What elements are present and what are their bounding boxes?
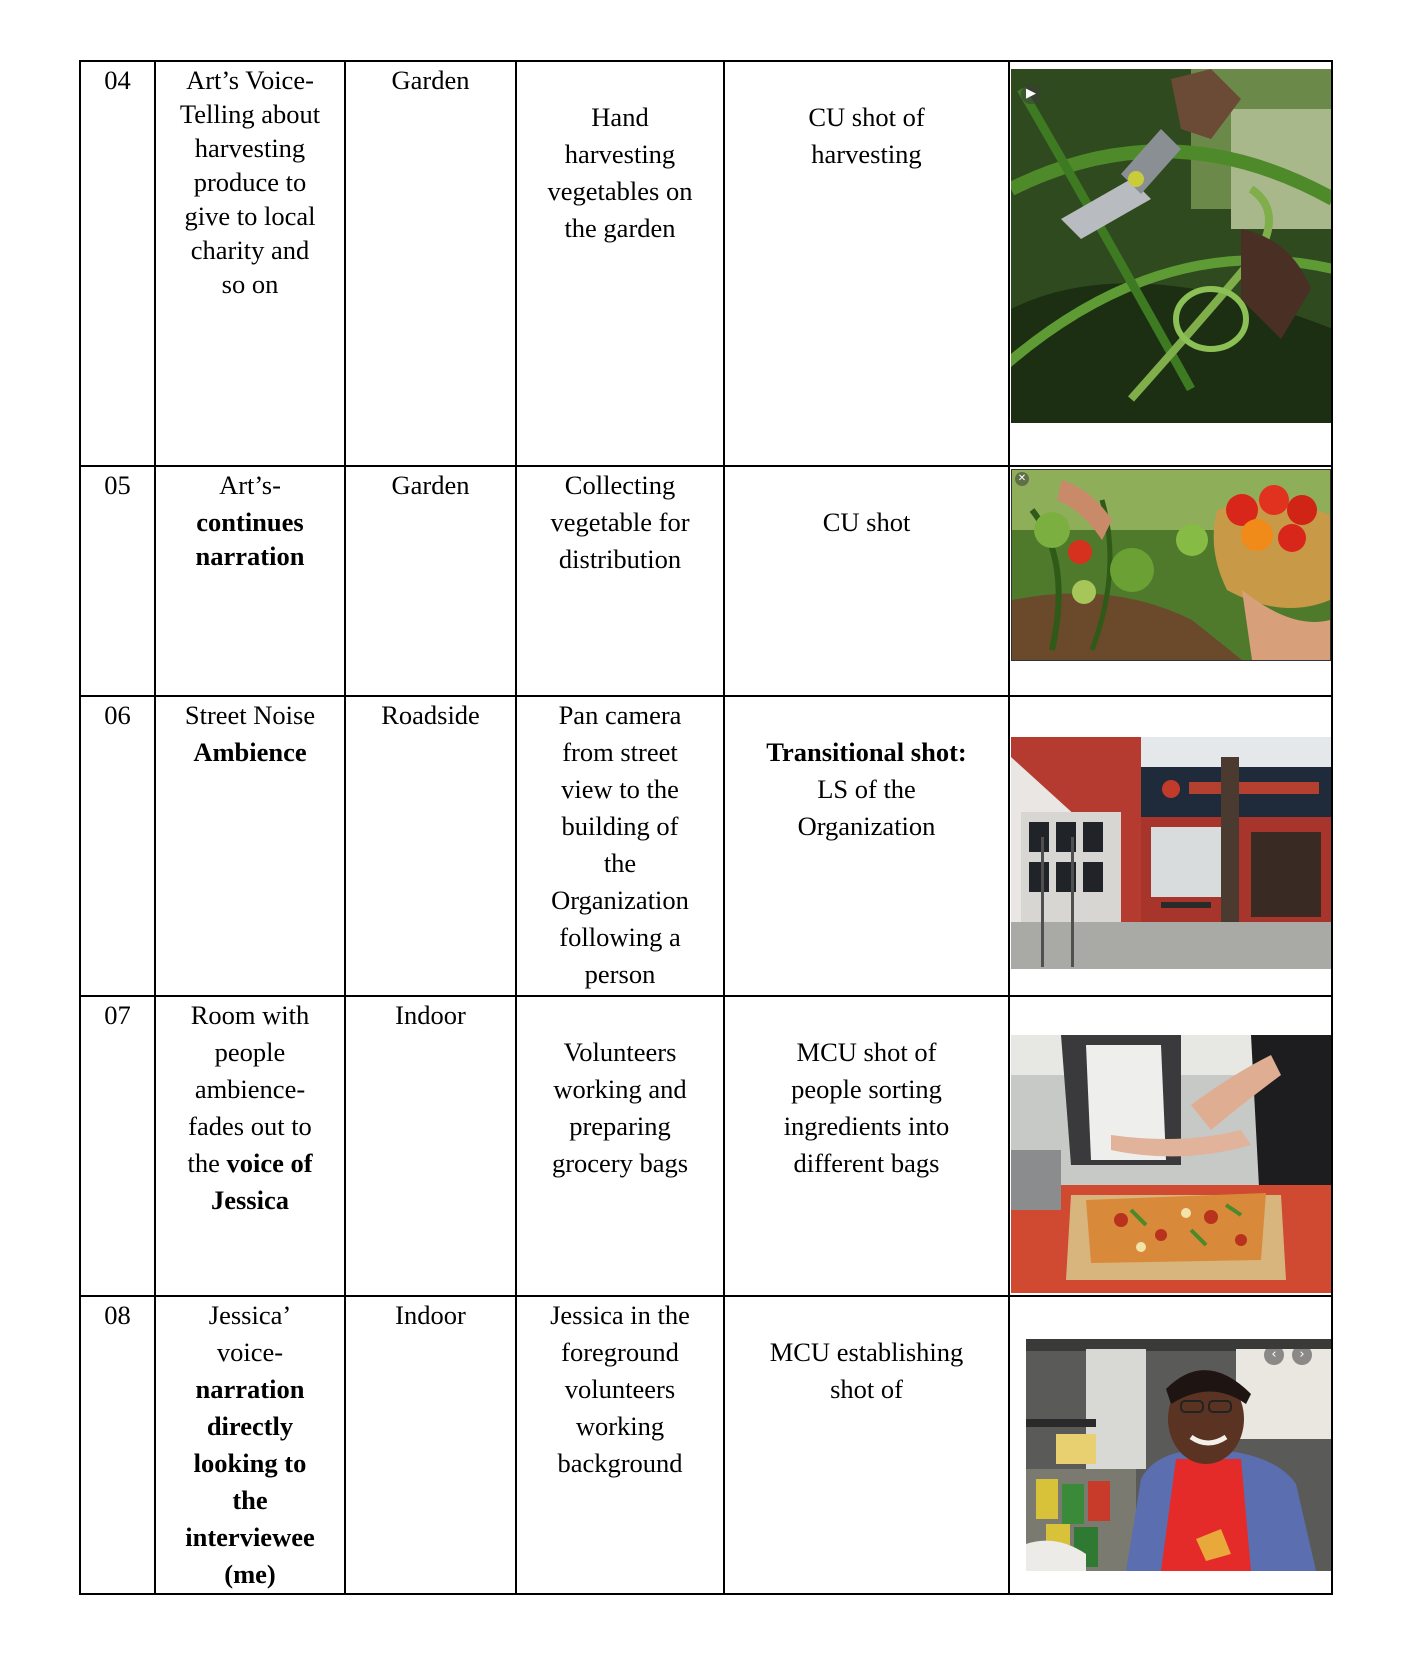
audio-line: Art’s Voice- bbox=[186, 65, 314, 95]
audio-cell bbox=[155, 696, 345, 996]
audio-line-bold: continues bbox=[196, 507, 304, 537]
audio-line: give to local bbox=[184, 201, 316, 231]
description-cell bbox=[516, 1296, 724, 1594]
chevron-left-icon[interactable]: ‹ bbox=[1264, 1345, 1284, 1365]
location-cell: Garden bbox=[345, 61, 516, 466]
chevron-right-icon[interactable]: › bbox=[1292, 1345, 1312, 1365]
audio-line: people bbox=[214, 1037, 286, 1067]
shot-cell bbox=[724, 61, 1009, 466]
audio-line-mixed bbox=[162, 1145, 338, 1182]
location-cell: Garden bbox=[345, 466, 516, 696]
audio-line: Jessica’ bbox=[208, 1300, 292, 1330]
table-row bbox=[80, 696, 1332, 996]
audio-line: fades out to bbox=[188, 1111, 312, 1141]
shot-line: harvesting bbox=[811, 139, 922, 169]
shot-cell bbox=[724, 1296, 1009, 1594]
storefront-building-photo bbox=[1011, 737, 1332, 969]
description-line: volunteers bbox=[564, 1374, 676, 1404]
description-line: the bbox=[603, 848, 637, 878]
audio-line: produce to bbox=[193, 167, 307, 197]
description-line: grocery bags bbox=[551, 1148, 689, 1178]
location-cell: Indoor bbox=[345, 996, 516, 1296]
audio-line-bold: Ambience bbox=[193, 737, 307, 767]
table-row bbox=[80, 61, 1332, 466]
description-line: harvesting bbox=[564, 139, 676, 169]
scene-number: 05 bbox=[80, 466, 155, 696]
description-line: background bbox=[557, 1448, 683, 1478]
audio-line: Room with bbox=[190, 1000, 310, 1030]
play-icon[interactable]: ▶ bbox=[1021, 84, 1041, 104]
audio-line-bold: the bbox=[232, 1485, 268, 1515]
shot-line: Organization bbox=[797, 811, 936, 841]
table-row bbox=[80, 466, 1332, 696]
description-line: Pan camera bbox=[558, 700, 682, 730]
description-line: foreground bbox=[561, 1337, 679, 1367]
shot-line: ingredients into bbox=[783, 1111, 950, 1141]
scene-number: 04 bbox=[80, 61, 155, 466]
table-row bbox=[80, 996, 1332, 1296]
location-cell: Roadside bbox=[345, 696, 516, 996]
description-line: vegetable for bbox=[550, 507, 690, 537]
audio-line-bold: Jessica bbox=[210, 1185, 289, 1215]
audio-cell bbox=[155, 996, 345, 1296]
audio-line-bold: (me) bbox=[224, 1559, 276, 1589]
table-row bbox=[80, 1296, 1332, 1594]
image-cell bbox=[1009, 996, 1332, 1296]
shot-line: MCU shot of bbox=[796, 1037, 937, 1067]
description-line: vegetables on bbox=[547, 176, 693, 206]
audio-line: voice- bbox=[216, 1337, 284, 1367]
audio-line: Telling about bbox=[179, 99, 321, 129]
shot-cell bbox=[724, 696, 1009, 996]
smiling-woman-red-apron-photo bbox=[1026, 1339, 1332, 1571]
description-line: building of bbox=[561, 811, 679, 841]
shot-cell bbox=[724, 996, 1009, 1296]
shot-line: people sorting bbox=[791, 1074, 942, 1104]
shot-line-bold: Transitional shot: bbox=[766, 737, 967, 767]
shot-line: CU shot bbox=[822, 507, 911, 537]
audio-line: Art’s- bbox=[219, 470, 281, 500]
description-line: working and bbox=[553, 1074, 687, 1104]
description-line: the garden bbox=[564, 213, 676, 243]
audio-line: harvesting bbox=[194, 133, 306, 163]
image-cell bbox=[1009, 696, 1332, 996]
shot-cell bbox=[724, 466, 1009, 696]
image-cell bbox=[1009, 61, 1332, 466]
audio-line-bold: looking to bbox=[193, 1448, 307, 1478]
shot-line: shot of bbox=[830, 1374, 903, 1404]
audio-line-bold: interviewee bbox=[185, 1522, 315, 1552]
description-line: person bbox=[584, 959, 656, 989]
image-cell bbox=[1009, 1296, 1332, 1594]
hands-picking-tomatoes-photo bbox=[1011, 469, 1331, 661]
scene-number: 06 bbox=[80, 696, 155, 996]
audio-line: charity and bbox=[190, 235, 310, 265]
audio-line: Street Noise bbox=[184, 700, 316, 730]
description-cell bbox=[516, 61, 724, 466]
audio-line-bold: narration bbox=[195, 541, 305, 571]
audio-line: ambience- bbox=[194, 1074, 306, 1104]
description-line: preparing bbox=[569, 1111, 671, 1141]
description-line: working bbox=[575, 1411, 665, 1441]
audio-cell bbox=[155, 61, 345, 466]
shot-list-table bbox=[79, 60, 1333, 1595]
audio-line-bold: narration bbox=[195, 1374, 305, 1404]
description-line: Hand bbox=[591, 102, 649, 132]
shot-line: CU shot of bbox=[808, 102, 925, 132]
shot-line: different bags bbox=[793, 1148, 940, 1178]
description-line: distribution bbox=[558, 544, 682, 574]
description-line: Organization bbox=[551, 885, 689, 915]
hands-harvesting-garlic-scapes-photo bbox=[1011, 69, 1332, 423]
description-line: view to the bbox=[561, 774, 679, 804]
audio-line-bold: directly bbox=[206, 1411, 294, 1441]
image-cell bbox=[1009, 466, 1332, 696]
scene-number: 08 bbox=[80, 1296, 155, 1594]
audio-cell bbox=[155, 1296, 345, 1594]
audio-text-bold: voice of bbox=[226, 1148, 313, 1178]
shot-line: LS of the bbox=[817, 774, 916, 804]
description-line: following a bbox=[559, 922, 681, 952]
description-line: from street bbox=[562, 737, 678, 767]
scene-number: 07 bbox=[80, 996, 155, 1296]
location-cell: Indoor bbox=[345, 1296, 516, 1594]
description-line: Volunteers bbox=[563, 1037, 677, 1067]
description-cell bbox=[516, 466, 724, 696]
audio-text: the bbox=[187, 1148, 227, 1178]
audio-cell bbox=[155, 466, 345, 696]
description-line: Collecting bbox=[564, 470, 676, 500]
description-cell bbox=[516, 996, 724, 1296]
close-icon[interactable]: ✕ bbox=[1015, 472, 1029, 486]
shot-line: MCU establishing bbox=[769, 1337, 964, 1367]
description-line: Jessica in the bbox=[550, 1300, 690, 1330]
volunteers-cutting-pizza-photo bbox=[1011, 1035, 1332, 1293]
audio-line: so on bbox=[221, 269, 279, 299]
description-cell bbox=[516, 696, 724, 996]
